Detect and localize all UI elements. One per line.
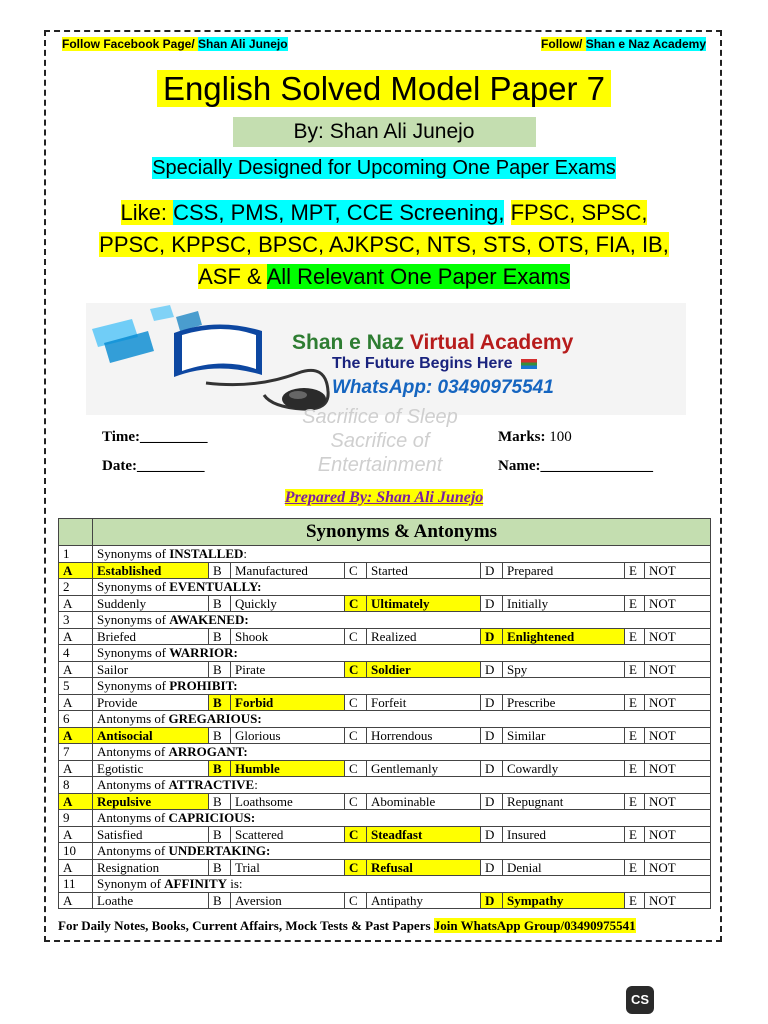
question-number: 11 bbox=[59, 876, 93, 893]
question-row bbox=[59, 876, 711, 893]
option-text: Shook bbox=[231, 628, 345, 645]
option-text: Trial bbox=[231, 859, 345, 876]
prepared-by bbox=[0, 489, 768, 507]
question-text bbox=[93, 612, 711, 629]
question-word: GREGARIOUS: bbox=[168, 711, 262, 726]
option-text: Abominable bbox=[367, 793, 481, 810]
subtitle bbox=[0, 157, 768, 180]
question-row bbox=[59, 810, 711, 827]
option-letter: D bbox=[481, 826, 503, 843]
options-row bbox=[59, 892, 711, 909]
correct-answer: Antisocial bbox=[93, 727, 209, 744]
prepared-by-text: Prepared By: Shan Ali Junejo bbox=[284, 489, 484, 506]
question-prompt: Antonyms of bbox=[97, 711, 169, 726]
option-letter: B bbox=[209, 562, 231, 579]
marks-label: Marks: bbox=[498, 429, 546, 445]
question-suffix: is: bbox=[227, 876, 243, 891]
author-text: By: Shan Ali Junejo bbox=[233, 117, 536, 147]
option-letter: B bbox=[209, 892, 231, 909]
option-text: Egotistic bbox=[93, 760, 209, 777]
option-letter: A bbox=[59, 793, 93, 810]
academy-follow-prefix: Follow/ bbox=[541, 37, 586, 51]
option-letter: B bbox=[209, 859, 231, 876]
option-letter: A bbox=[59, 760, 93, 777]
option-text: Repugnant bbox=[503, 793, 625, 810]
option-letter: D bbox=[481, 892, 503, 909]
exam-list-ppsc: PPSC, KPPSC, BPSC, AJKPSC, NTS, STS, OTS, FIA, IB, bbox=[99, 232, 669, 257]
option-letter: B bbox=[209, 628, 231, 645]
question-prompt: Synonyms of bbox=[97, 579, 170, 594]
academy-logo-banner bbox=[86, 303, 686, 415]
option-letter: E bbox=[625, 760, 645, 777]
question-number: 9 bbox=[59, 810, 93, 827]
option-letter: D bbox=[481, 727, 503, 744]
options-row bbox=[59, 628, 711, 645]
footer-text: For Daily Notes, Books, Current Affairs, Mock Tests & Past Papers bbox=[58, 918, 434, 933]
logo-whatsapp: WhatsApp: 03490975541 bbox=[332, 377, 554, 398]
option-letter: B bbox=[209, 727, 231, 744]
option-text: NOT bbox=[645, 760, 711, 777]
option-text: NOT bbox=[645, 628, 711, 645]
option-text: Provide bbox=[93, 694, 209, 711]
option-letter: E bbox=[625, 694, 645, 711]
question-prompt: Antonyms of bbox=[97, 744, 169, 759]
option-letter: E bbox=[625, 793, 645, 810]
option-letter: C bbox=[345, 727, 367, 744]
academy-follow-name: Shan e Naz Academy bbox=[585, 37, 706, 51]
exam-list-fpsc: FPSC, SPSC, bbox=[510, 200, 648, 225]
question-word: INSTALLED bbox=[169, 546, 244, 561]
option-text: Denial bbox=[503, 859, 625, 876]
option-letter: B bbox=[209, 826, 231, 843]
synonyms-antonyms-table bbox=[58, 518, 711, 909]
option-text: Resignation bbox=[93, 859, 209, 876]
question-prompt: Synonyms of bbox=[97, 678, 170, 693]
option-text: Glorious bbox=[231, 727, 345, 744]
table-header-blank bbox=[59, 519, 93, 546]
question-row bbox=[59, 612, 711, 629]
name-field: Name:_______________ bbox=[498, 458, 653, 474]
option-text: Horrendous bbox=[367, 727, 481, 744]
question-text bbox=[93, 579, 711, 596]
question-number: 6 bbox=[59, 711, 93, 728]
option-letter: B bbox=[209, 793, 231, 810]
option-letter: C bbox=[345, 628, 367, 645]
option-text: NOT bbox=[645, 661, 711, 678]
question-suffix: : bbox=[254, 777, 258, 792]
exam-list-like: Like: bbox=[120, 200, 174, 225]
option-text: Sailor bbox=[93, 661, 209, 678]
option-letter: D bbox=[481, 562, 503, 579]
question-suffix: : bbox=[243, 546, 248, 561]
top-bar bbox=[62, 37, 706, 55]
option-text: NOT bbox=[645, 826, 711, 843]
option-text: Scattered bbox=[231, 826, 345, 843]
question-number: 10 bbox=[59, 843, 93, 860]
question-text bbox=[93, 876, 711, 893]
author-line bbox=[0, 117, 768, 147]
paper-title bbox=[0, 70, 768, 108]
question-word: EVENTUALLY: bbox=[169, 579, 262, 594]
options-row bbox=[59, 661, 711, 678]
option-letter: D bbox=[481, 859, 503, 876]
question-word: PROHIBIT: bbox=[169, 678, 238, 693]
watermark-line-1: Sacrifice of Sleep bbox=[302, 406, 458, 428]
question-row bbox=[59, 546, 711, 563]
camscanner-icon: CS bbox=[626, 986, 654, 1014]
question-text bbox=[93, 744, 711, 761]
option-text: Realized bbox=[367, 628, 481, 645]
option-letter: A bbox=[59, 694, 93, 711]
option-text: NOT bbox=[645, 892, 711, 909]
option-text: Prepared bbox=[503, 562, 625, 579]
question-row bbox=[59, 843, 711, 860]
question-row bbox=[59, 777, 711, 794]
option-letter: C bbox=[345, 595, 367, 612]
question-word: ARROGANT: bbox=[168, 744, 248, 759]
option-text: Spy bbox=[503, 661, 625, 678]
paper-title-text: English Solved Model Paper 7 bbox=[157, 70, 611, 107]
option-text: Started bbox=[367, 562, 481, 579]
correct-answer: Established bbox=[93, 562, 209, 579]
option-text: NOT bbox=[645, 793, 711, 810]
question-prompt: Synonyms of bbox=[97, 645, 170, 660]
question-prompt: Antonyms of bbox=[97, 810, 169, 825]
option-text: Initially bbox=[503, 595, 625, 612]
option-text: Satisfied bbox=[93, 826, 209, 843]
question-row bbox=[59, 645, 711, 662]
option-text: Quickly bbox=[231, 595, 345, 612]
option-text: Manufactured bbox=[231, 562, 345, 579]
option-letter: D bbox=[481, 760, 503, 777]
option-letter: C bbox=[345, 562, 367, 579]
marks-field bbox=[498, 429, 572, 446]
correct-answer: Enlightened bbox=[503, 628, 625, 645]
option-letter: D bbox=[481, 694, 503, 711]
option-text: NOT bbox=[645, 694, 711, 711]
question-prompt: Synonym of bbox=[97, 876, 165, 891]
question-number: 3 bbox=[59, 612, 93, 629]
options-row bbox=[59, 793, 711, 810]
option-letter: E bbox=[625, 727, 645, 744]
option-letter: A bbox=[59, 892, 93, 909]
question-number: 2 bbox=[59, 579, 93, 596]
option-text: Loathsome bbox=[231, 793, 345, 810]
option-text: Prescribe bbox=[503, 694, 625, 711]
question-text bbox=[93, 777, 711, 794]
question-prompt: Synonyms of bbox=[97, 612, 170, 627]
option-letter: D bbox=[481, 628, 503, 645]
option-letter: E bbox=[625, 595, 645, 612]
option-letter: A bbox=[59, 628, 93, 645]
question-number: 7 bbox=[59, 744, 93, 761]
option-text: Gentlemanly bbox=[367, 760, 481, 777]
option-letter: E bbox=[625, 628, 645, 645]
question-text bbox=[93, 810, 711, 827]
option-letter: C bbox=[345, 826, 367, 843]
option-letter: E bbox=[625, 661, 645, 678]
correct-answer: Soldier bbox=[367, 661, 481, 678]
correct-answer: Sympathy bbox=[503, 892, 625, 909]
correct-answer: Humble bbox=[231, 760, 345, 777]
footer-whatsapp-group: Join WhatsApp Group/03490975541 bbox=[433, 918, 636, 933]
option-letter: D bbox=[481, 793, 503, 810]
books-icon bbox=[521, 359, 537, 369]
question-number: 4 bbox=[59, 645, 93, 662]
correct-answer: Forbid bbox=[231, 694, 345, 711]
correct-answer: Steadfast bbox=[367, 826, 481, 843]
option-letter: C bbox=[345, 892, 367, 909]
question-text bbox=[93, 711, 711, 728]
logo-tagline-text: The Future Begins Here bbox=[332, 355, 513, 372]
option-letter: D bbox=[481, 661, 503, 678]
option-letter: C bbox=[345, 793, 367, 810]
option-letter: A bbox=[59, 562, 93, 579]
option-text: Insured bbox=[503, 826, 625, 843]
marks-value: 100 bbox=[545, 429, 572, 445]
question-word: AWAKENED: bbox=[169, 612, 249, 627]
question-prompt: Antonyms of bbox=[97, 777, 169, 792]
option-letter: C bbox=[345, 859, 367, 876]
option-letter: C bbox=[345, 661, 367, 678]
exam-list-css: CSS, PMS, MPT, CCE Screening, bbox=[173, 200, 505, 225]
option-letter: A bbox=[59, 859, 93, 876]
options-row bbox=[59, 826, 711, 843]
options-row bbox=[59, 859, 711, 876]
exam-list-asf: ASF & bbox=[198, 264, 267, 289]
option-text: NOT bbox=[645, 859, 711, 876]
question-word: ATTRACTIVE bbox=[168, 777, 255, 792]
logo-name-part-a: Shan e Naz bbox=[292, 331, 410, 354]
logo-name-part-b: Virtual Academy bbox=[409, 331, 574, 354]
question-row bbox=[59, 744, 711, 761]
question-text bbox=[93, 645, 711, 662]
option-text: Aversion bbox=[231, 892, 345, 909]
option-letter: E bbox=[625, 826, 645, 843]
question-text bbox=[93, 678, 711, 695]
question-number: 8 bbox=[59, 777, 93, 794]
correct-answer: Repulsive bbox=[93, 793, 209, 810]
option-letter: E bbox=[625, 562, 645, 579]
exam-list bbox=[0, 197, 768, 293]
facebook-follow-name: Shan Ali Junejo bbox=[198, 37, 288, 51]
option-text: NOT bbox=[645, 562, 711, 579]
options-row bbox=[59, 760, 711, 777]
subtitle-text: Specially Designed for Upcoming One Paper Exams bbox=[152, 157, 616, 179]
option-text: Antipathy bbox=[367, 892, 481, 909]
option-letter: A bbox=[59, 595, 93, 612]
option-letter: B bbox=[209, 694, 231, 711]
option-letter: C bbox=[345, 760, 367, 777]
option-text: NOT bbox=[645, 595, 711, 612]
question-prompt: Synonyms of bbox=[97, 546, 170, 561]
section-title: Synonyms & Antonyms bbox=[93, 519, 711, 546]
question-text bbox=[93, 546, 711, 563]
correct-answer: Refusal bbox=[367, 859, 481, 876]
option-text: Loathe bbox=[93, 892, 209, 909]
facebook-follow-prefix: Follow Facebook Page/ bbox=[62, 37, 199, 51]
option-text: Briefed bbox=[93, 628, 209, 645]
option-letter: B bbox=[209, 760, 231, 777]
options-row bbox=[59, 694, 711, 711]
time-field: Time:_________ bbox=[102, 429, 208, 445]
option-text: Similar bbox=[503, 727, 625, 744]
background-watermark bbox=[260, 405, 500, 485]
option-letter: E bbox=[625, 892, 645, 909]
question-word: AFFINITY bbox=[164, 876, 228, 891]
date-field: Date:_________ bbox=[102, 458, 205, 474]
question-row bbox=[59, 678, 711, 695]
question-word: CAPRICIOUS: bbox=[168, 810, 256, 825]
option-letter: A bbox=[59, 826, 93, 843]
logo-academy-name bbox=[292, 331, 573, 355]
options-row bbox=[59, 562, 711, 579]
question-word: UNDERTAKING: bbox=[168, 843, 271, 858]
option-letter: A bbox=[59, 661, 93, 678]
question-row bbox=[59, 711, 711, 728]
correct-answer: Ultimately bbox=[367, 595, 481, 612]
option-letter: B bbox=[209, 595, 231, 612]
footer-note bbox=[58, 918, 718, 934]
academy-follow bbox=[541, 37, 706, 51]
watermark-line-3: Entertainment bbox=[317, 454, 443, 476]
options-row bbox=[59, 727, 711, 744]
option-text: Pirate bbox=[231, 661, 345, 678]
table-header-row bbox=[59, 519, 711, 546]
question-prompt: Antonyms of bbox=[97, 843, 169, 858]
option-text: NOT bbox=[645, 727, 711, 744]
exam-list-relevant: All Relevant One Paper Exams bbox=[266, 264, 570, 289]
facebook-follow bbox=[62, 37, 288, 51]
question-number: 1 bbox=[59, 546, 93, 563]
option-text: Cowardly bbox=[503, 760, 625, 777]
question-text bbox=[93, 843, 711, 860]
option-letter: C bbox=[345, 694, 367, 711]
option-letter: E bbox=[625, 859, 645, 876]
option-letter: D bbox=[481, 595, 503, 612]
option-text: Forfeit bbox=[367, 694, 481, 711]
question-number: 5 bbox=[59, 678, 93, 695]
option-letter: B bbox=[209, 661, 231, 678]
option-text: Suddenly bbox=[93, 595, 209, 612]
option-letter: A bbox=[59, 727, 93, 744]
logo-tagline bbox=[332, 355, 537, 373]
options-row bbox=[59, 595, 711, 612]
watermark-line-2: Sacrifice of bbox=[330, 430, 430, 452]
question-row bbox=[59, 579, 711, 596]
table-body bbox=[59, 519, 711, 909]
question-word: WARRIOR: bbox=[169, 645, 238, 660]
